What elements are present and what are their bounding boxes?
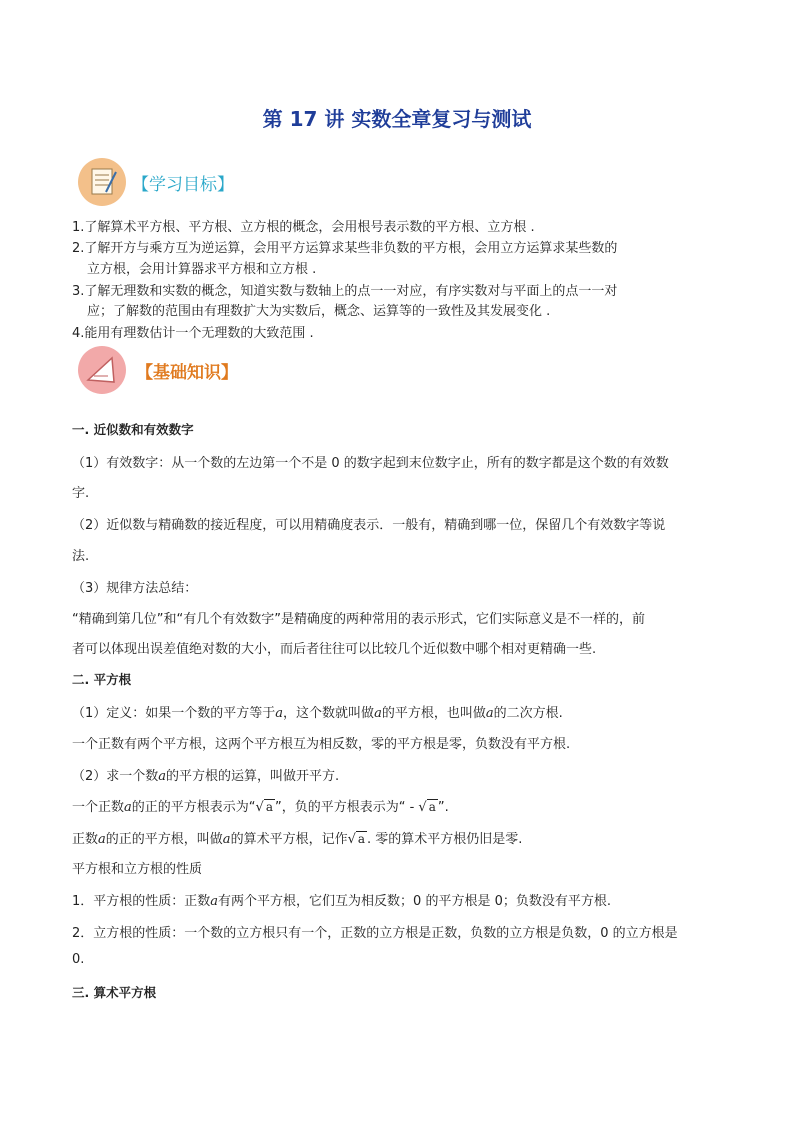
paragraph-radical: 正数a的正的平方根，叫做a的算术平方根，记作√ a . 零的算术平方根仍旧是零. [72, 832, 523, 847]
paragraph-definition: （1）定义：如果一个数的平方等于a，这个数就叫做a的平方根，也叫做a的二次方根. [72, 706, 563, 721]
goal-line: 应；了解数的范围由有理数扩大为实数后，概念、运算等的一致性及其发展变化 . [87, 304, 551, 319]
paragraph: （2）近似数与精确数的接近程度，可以用精确度表示．一般有，精确到哪一位，保留几个有效数字等说 [72, 518, 666, 533]
section-title: 二. 平方根 [72, 672, 132, 687]
paragraph: 法. [72, 549, 90, 564]
goal-line: 2.了解开方与乘方互为逆运算，会用平方运算求某些非负数的平方根，会用立方运算求某些数的 [72, 241, 618, 256]
goals-header [78, 158, 234, 206]
paragraph-radical: 一个正数a的正的平方根表示为“√ a ”，负的平方根表示为“ - √ a ”. [72, 800, 449, 815]
paragraph: “精确到第几位”和“有几个有效数字”是精确度的两种常用的表示形式，它们实际意义是不一样的，前 [72, 612, 645, 627]
paragraph: （2）求一个数a的平方根的运算，叫做开平方. [72, 769, 340, 784]
paragraph: （3）规律方法总结： [72, 581, 198, 596]
notebook-icon [78, 158, 126, 206]
paragraph: 一个正数有两个平方根，这两个平方根互为相反数，零的平方根是零，负数没有平方根. [72, 737, 571, 752]
ruler-icon [78, 346, 126, 394]
goals-heading: 【学习目标】 [132, 174, 234, 195]
radical-a: √ a [255, 800, 273, 815]
paragraph: 字. [72, 486, 90, 501]
goal-line: 立方根，会用计算器求平方根和立方根 . [87, 262, 317, 277]
section-title: 三. 算术平方根 [72, 985, 157, 1000]
goal-line: 3.了解无理数和实数的概念，知道实数与数轴上的点一一对应，有序实数对与平面上的点一一对 [72, 284, 618, 299]
paragraph: 1．平方根的性质：正数a有两个平方根，它们互为相反数；0 的平方根是 0；负数没有平方根. [72, 894, 611, 909]
paragraph: 者可以体现出误差值绝对数的大小，而后者往往可以比较几个近似数中哪个相对更精确一些. [72, 642, 597, 657]
basics-heading: 【基础知识】 [136, 362, 238, 383]
section-title: 一. 近似数和有效数字 [72, 422, 194, 437]
paragraph: 0. [72, 952, 85, 967]
paragraph: 2．立方根的性质：一个数的立方根只有一个，正数的立方根是正数，负数的立方根是负数，0 的立方根是 [72, 926, 678, 941]
goal-line: 4.能用有理数估计一个无理数的大致范围 . [72, 326, 314, 341]
subsection-title: 平方根和立方根的性质 [72, 862, 203, 877]
goal-line: 1.了解算术平方根、平方根、立方根的概念，会用根号表示数的平方根、立方根 . [72, 220, 535, 235]
basics-header [78, 346, 238, 394]
radical-a: √ a [347, 832, 366, 847]
paragraph: （1）有效数字：从一个数的左边第一个不是 0 的数字起到末位数字止，所有的数字都是这个数的有效数 [72, 456, 669, 471]
page-title: 第 17 讲 实数全章复习与测试 [262, 107, 532, 131]
radical-a: √ a [418, 800, 436, 815]
